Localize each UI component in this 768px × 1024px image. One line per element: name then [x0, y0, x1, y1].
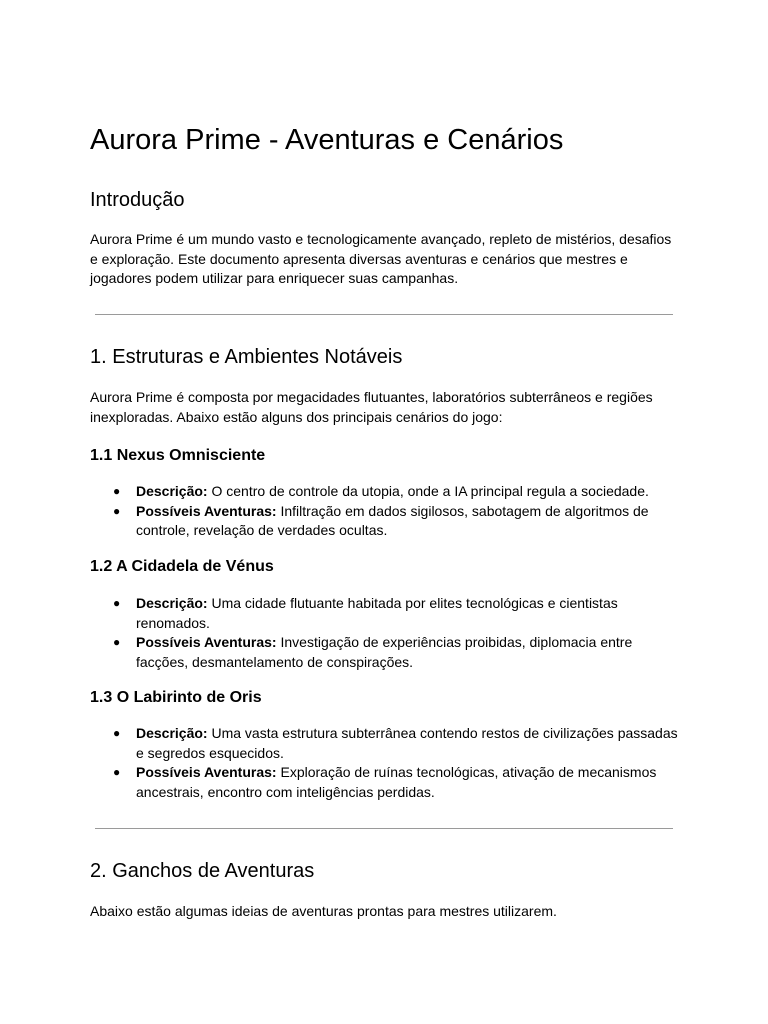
- list-item: [90, 594, 678, 633]
- subsection-heading: 1.1 Nexus Omnisciente: [90, 447, 266, 464]
- bullet-icon: ●: [113, 484, 121, 498]
- list-item-text: Uma cidade flutuante habitada por elites tecnológicas e cientistas renomados.: [136, 595, 618, 631]
- list-item-text: Exploração de ruínas tecnológicas, ativação de mecanismos ancestrais, encontro com inteligências perdidas.: [136, 764, 657, 800]
- intro-heading: Introdução: [90, 189, 185, 211]
- subsection-heading: 1.3 O Labirinto de Oris: [90, 689, 262, 706]
- list-item-label: Descrição:: [136, 595, 208, 611]
- document-title: Aurora Prime - Aventuras e Cenários: [90, 124, 564, 156]
- list-item: [90, 633, 678, 672]
- bullet-icon: ●: [113, 596, 121, 610]
- section1-paragraph: Aurora Prime é composta por megacidades flutuantes, laboratórios subterrâneos e regiões inexploradas. Abaixo estão alguns dos principais cenários do jogo:: [90, 389, 653, 425]
- list-item-label: Possíveis Aventuras:: [136, 764, 277, 780]
- list-item-label: Descrição:: [136, 483, 208, 499]
- subsection-list: [90, 724, 678, 802]
- list-item-text: Investigação de experiências proibidas, diplomacia entre facções, desmantelamento de conspirações.: [136, 634, 633, 670]
- list-item-text: Uma vasta estrutura subterrânea contendo restos de civilizações passadas e segredos esquecidos.: [136, 725, 678, 761]
- section2-paragraph: Abaixo estão algumas ideias de aventuras prontas para mestres utilizarem.: [90, 903, 557, 919]
- list-item-label: Descrição:: [136, 725, 208, 741]
- bullet-icon: ●: [113, 765, 121, 779]
- list-item-label: Possíveis Aventuras:: [136, 634, 277, 650]
- subsection-list: [90, 594, 678, 672]
- subsection-heading: 1.2 A Cidadela de Vénus: [90, 558, 274, 575]
- section-divider: [95, 828, 673, 829]
- bullet-icon: ●: [113, 503, 121, 518]
- section1-heading: 1. Estruturas e Ambientes Notáveis: [90, 346, 403, 368]
- section2-heading: 2. Ganchos de Aventuras: [90, 860, 315, 882]
- list-item: [90, 502, 678, 541]
- intro-paragraph: Aurora Prime é um mundo vasto e tecnologicamente avançado, repleto de mistérios, desafios e exploração. Este documento apresenta diversas aventuras e cenários que mestres e jogadores podem utilizar para enriquecer suas campanhas.: [90, 231, 672, 286]
- list-item: [90, 724, 678, 763]
- list-item-text: O centro de controle da utopia, onde a IA principal regula a sociedade.: [211, 483, 649, 499]
- list-item-text: Infiltração em dados sigilosos, sabotagem de algoritmos de controle, revelação de verdades ocultas.: [136, 502, 649, 538]
- list-item: [90, 763, 678, 802]
- section-divider: [95, 314, 673, 315]
- subsection-list: [90, 482, 678, 541]
- list-item: [90, 482, 678, 502]
- bullet-icon: ●: [113, 635, 121, 649]
- bullet-icon: ●: [113, 726, 121, 740]
- list-item-label: Possíveis Aventuras:: [136, 502, 277, 519]
